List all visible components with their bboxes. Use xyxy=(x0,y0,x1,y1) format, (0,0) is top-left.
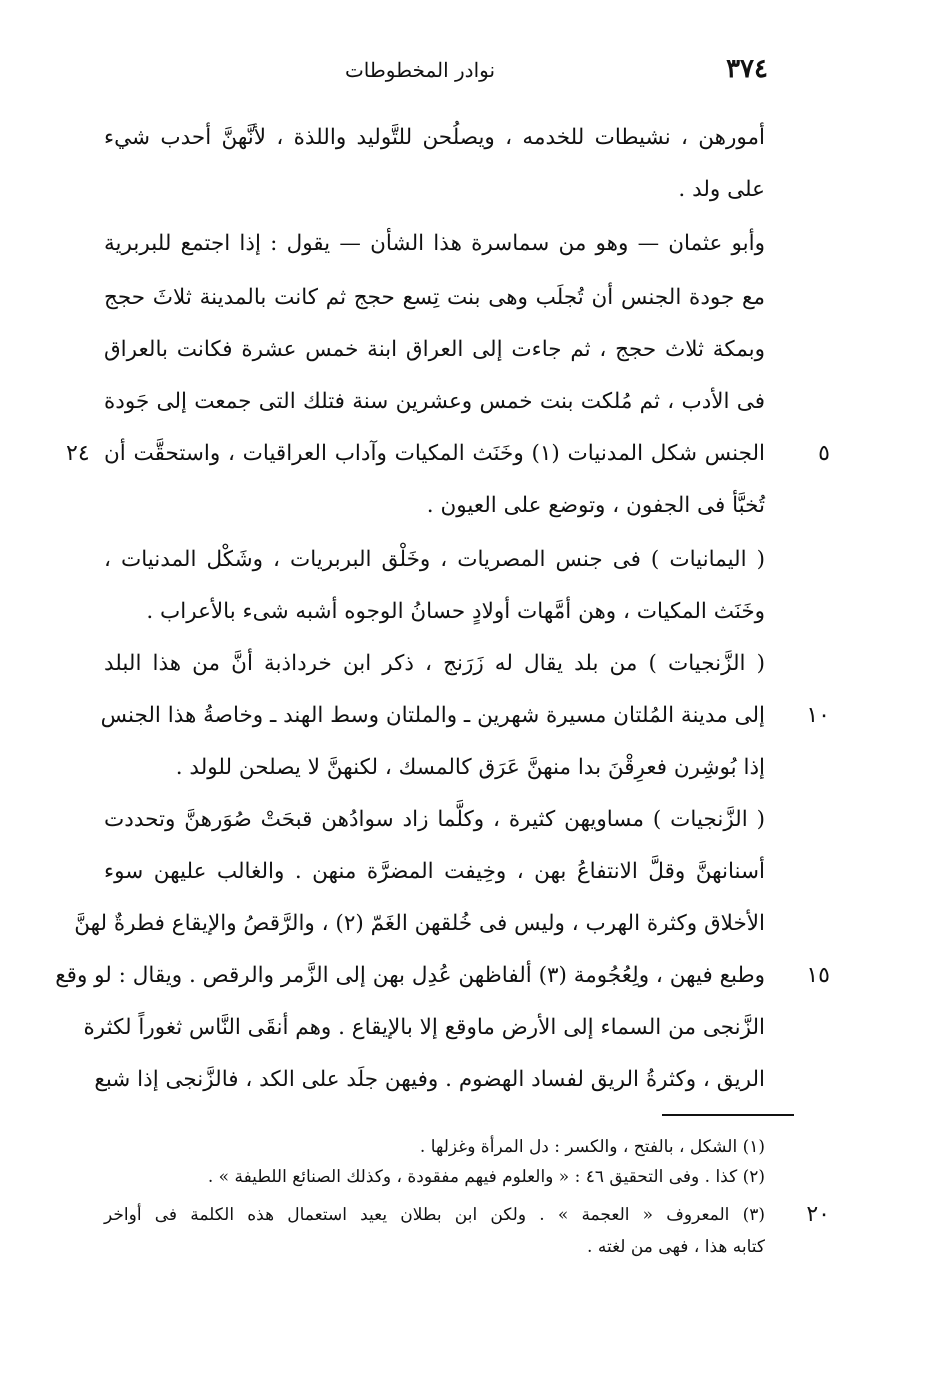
running-header-title: نوادر المخطوطات xyxy=(344,58,496,82)
text-line: ( الزَّنجيات ) مساويهن كثيرة ، وكلَّما زاد سوادُهن قبحَتْ صُوَرهنَّ وتحددت xyxy=(104,807,765,832)
text-line: مع جودة الجنس أن تُجلَب وهى بنت تِسع حجج ثم كانت بالمدينة ثلاثَ حجج xyxy=(104,285,765,310)
text-line: وخَنَث المكيات ، وهن أمَّهات أولادٍ حسانُ الوجوه أشبه شىء بالأعراب . xyxy=(146,599,765,624)
text-line: الأخلاق وكثرة الهرب ، وليس فى خُلقهن الغَمّ (٢) ، والرَّقصُ والإيقاع فطرةٌ لهنَّ xyxy=(74,911,765,936)
footnote: (٢) كذا . وفى التحقيق ٤٦ : « والعلوم فيهم مفقودة ، وكذلك الصنائع اللطيفة » . xyxy=(207,1167,765,1187)
text-line: إذا بُوشِرن فعرِقْنَ بدا منهنَّ عَرَق كالمسك ، لكنهنَّ لا يصلحن للولد . xyxy=(175,755,765,780)
text-line: وبمكة ثلاث حجج ، ثم جاءت إلى العراق ابنة خمس عشرة فكانت بالعراق xyxy=(104,337,765,362)
text-line: الزَّنجى من السماء إلى الأرض ماوقع إلا بالإيقاع . وهم أنقَى النَّاس ثغوراً لكثرة xyxy=(83,1015,765,1040)
footnote: (١) الشكل ، بالفتح ، والكسر : دل المرأة وغزلها . xyxy=(419,1137,765,1157)
text-line: ( الزَّنجيات ) من بلد يقال له زَرَنج ، ذكر ابن خرداذبة أنَّ من هذا البلد xyxy=(104,651,765,676)
footnote-separator xyxy=(662,1114,794,1116)
line-number-10: ١٠ xyxy=(806,703,830,728)
text-line: على ولد . xyxy=(678,177,765,202)
footnote: (٣) المعروف « العجمة » . ولكن ابن بطلان يعيد استعمال هذه الكلمة فى أواخر xyxy=(104,1205,765,1225)
text-line: أمورهن ، نشيطات للخدمه ، ويصلُحن للتَّوليد واللذة ، لأنَّهنَّ أحدب شيء xyxy=(104,125,765,150)
page-number: ٣٧٤ xyxy=(726,54,768,84)
line-number-20: ٢٠ xyxy=(806,1202,830,1227)
text-line: تُخبَّأ فى الجفون ، وتوضع على العيون . xyxy=(426,493,765,518)
text-line: ( اليمانيات ) فى جنس المصريات ، وخَلْق البربريات ، وشَكْل المدنيات ، xyxy=(104,547,765,572)
text-line: الجنس شكل المدنيات (١) وخَنَث المكيات وآداب العراقيات ، واستحقَّت أن xyxy=(104,441,765,466)
text-line: الريق ، وكثرةُ الريق لفساد الهضوم . وفيهن جلَد على الكد ، فالزَّنجى إذا شبع xyxy=(94,1067,765,1092)
line-number-5: ٥ xyxy=(818,441,830,466)
text-line: إلى مدينة المُلتان مسيرة شهرين ـ والملتان وسط الهند ـ وخاصةُ هذا الجنس xyxy=(100,703,765,728)
text-line: فى الأدب ، ثم مُلكت بنت خمس وعشرين سنة فتلك التى جمعت إلى جَودة xyxy=(104,389,765,414)
line-number-15: ١٥ xyxy=(806,963,830,988)
page-reference-number: ٢٤ xyxy=(66,441,90,466)
text-line: وأبو عثمان — وهو من سماسرة هذا الشأن — يقول : إذا اجتمع للبربرية xyxy=(104,231,766,256)
text-line: وطبع فيهن ، ولِعُجُومة (٣) ألفاظهن عُدِل بهن إلى الزَّمر والرقص . ويقال : لو وقع xyxy=(55,963,765,988)
footnote: كتابه هذا ، فهى من لغته . xyxy=(587,1237,765,1257)
text-line: أسنانهنَّ وقلَّ الانتفاعُ بهن ، وخِيفت المضرَّة منهن . والغالب عليهن سوء xyxy=(104,859,765,884)
